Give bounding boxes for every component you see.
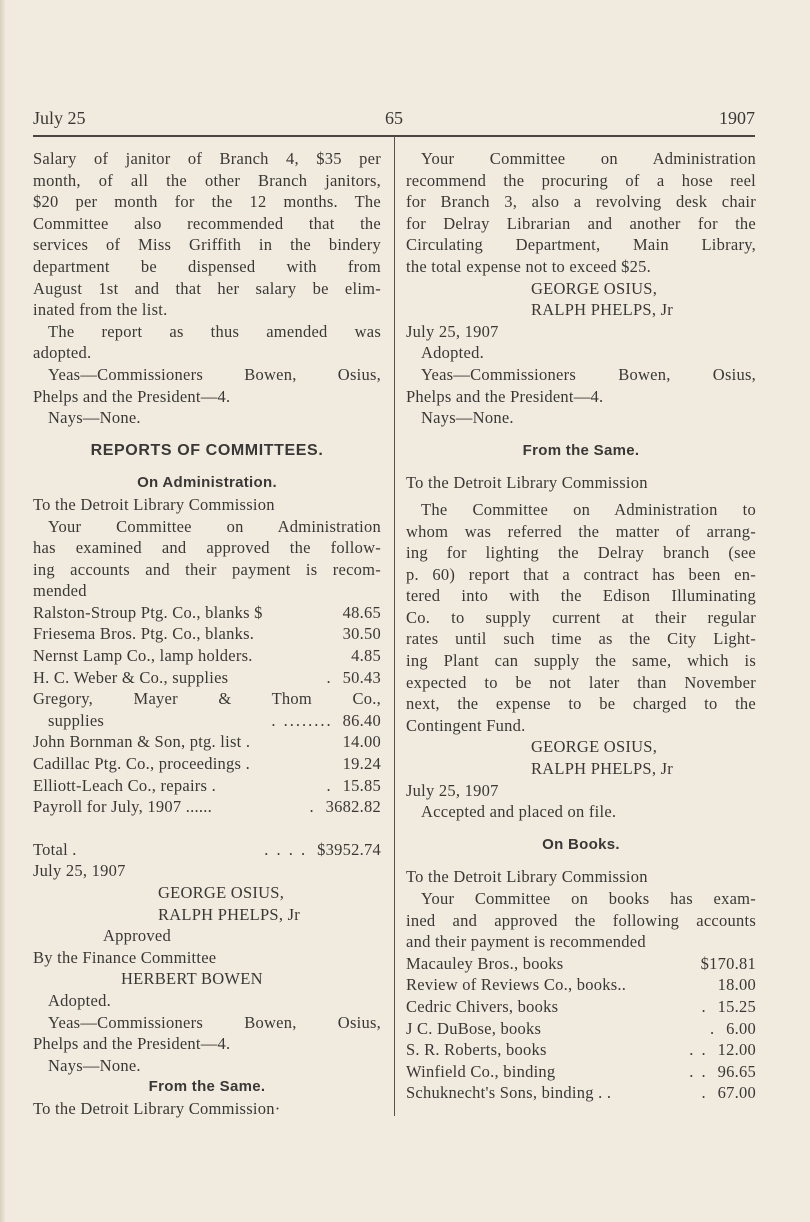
approved-line: Approved [103,926,171,946]
account-amount: 50.43 [342,667,381,687]
total-leader: . . . . [264,839,308,859]
delray-line: expected to be not later than November [406,672,756,692]
account-leader [626,974,717,996]
account-leader: . [701,996,708,1016]
committee-line: ing accounts and their payment is recom- [33,559,381,579]
account-leader: . [309,797,316,817]
report-date: July 25, 1907 [33,861,126,881]
finance-committee-line: By the Finance Committee [33,947,217,967]
account-name: supplies [48,710,105,730]
account-name: Cedric Chivers, books [406,996,559,1016]
account-name: Nernst Lamp Co., lamp holders. [33,646,253,666]
intro-line: department be dispensed with from [33,256,381,276]
signature-name: GEORGE OSIUS, [158,883,285,902]
book-account-row [406,1039,756,1061]
intro-line: Committee also recommended that the [33,213,381,233]
account-row [33,710,381,732]
account-name: Schuknecht's Sons, binding . . [406,1083,612,1103]
intro-line: Salary of janitor of Branch 4, $35 per [33,149,381,168]
delray-line: The Committee on Administration to [421,499,756,519]
account-leader [563,953,700,975]
account-leader: . [326,667,333,687]
account-row [33,731,381,753]
account-amount: 15.25 [717,996,756,1016]
admin-heading: On Administration. [137,474,277,492]
left-column [33,148,381,1120]
report-adopted-line: adopted. [33,343,92,363]
account-name: John Bornman & Son, ptg. list . [33,732,251,752]
signature-name: RALPH PHELPS, Jr [158,904,300,924]
account-name: Ralston-Stroup Ptg. Co., blanks $ [33,602,263,622]
account-row [33,623,381,645]
recommend-line-last: the total expense not to exceed $25. [406,256,651,276]
adopted-line: Adopted. [48,990,111,1010]
account-name: Elliott-Leach Co., repairs . [33,775,216,795]
to-commission-line: To the Detroit Library Commission [406,867,648,887]
account-name: S. R. Roberts, books [406,1040,547,1060]
total-row [33,839,381,861]
account-name: Cadillac Ptg. Co., proceedings . [33,754,250,774]
account-row [33,645,381,667]
account-leader: . . [689,1061,708,1081]
total-amount: $3952.74 [317,839,381,859]
account-amount: 86.40 [342,710,381,730]
delray-line: Co. to supply current at their regular [406,607,756,627]
accepted-line: Accepted and placed on file. [421,802,617,822]
delray-line: next, the expense to be charged to the [406,694,756,714]
yeas-line: Yeas—Commissioners Bowen, Osius, [48,1012,381,1032]
account-amount: 6.00 [726,1018,756,1038]
yeas-line: Phelps and the President—4. [406,386,604,406]
account-leader: . [710,1018,717,1038]
book-account-row [406,953,756,975]
signature-name: GEORGE OSIUS, [531,737,658,757]
account-name: Macauley Bros., books [406,953,564,973]
to-commission-line: To the Detroit Library Commission [33,494,275,514]
book-account-row [406,1082,756,1104]
right-column [406,148,756,1104]
recommend-line: recommend the procuring of a hose reel [406,170,756,190]
adopted-line: Adopted. [421,343,484,363]
report-date: July 25, 1907 [406,780,499,800]
delray-line: whom was referred the matter of arrang- [406,521,756,541]
signature-name: GEORGE OSIUS, [531,278,658,298]
section-heading: REPORTS OF COMMITTEES. [90,441,324,459]
intro-line: month, of all the other Branch janitors, [33,170,381,190]
committee-line-last: mended [33,581,87,601]
recommend-line: Your Committee on Administration [421,149,756,168]
from-same-heading: From the Same. [148,1078,266,1096]
account-name: Winfield Co., binding [406,1061,556,1081]
account-amount: 4.85 [351,646,381,666]
book-account-row [406,974,756,996]
books-heading: On Books. [542,835,620,853]
from-same-heading: From the Same. [522,441,640,459]
intro-line: $20 per month for the 12 months. The [33,192,381,212]
account-amount: 48.65 [342,602,381,622]
recommend-line: for Branch 3, also a revolving desk chair [406,192,756,212]
recommend-line: Circulating Department, Main Library, [406,235,756,255]
account-leader: . [326,775,333,795]
book-account-row [406,1061,756,1083]
intro-line: services of Miss Griffith in the bindery [33,235,381,255]
column-divider [394,136,395,1116]
intro-line-last: inated from the list. [33,300,168,320]
committee-line: has examined and approved the follow- [33,538,381,558]
account-leader [250,753,343,775]
book-account-row [406,996,756,1018]
account-name-line: Gregory, Mayer & Thom Co., [33,689,381,709]
account-name: H. C. Weber & Co., supplies [33,667,229,687]
delray-line: rates until such time as the City Light- [406,629,756,649]
to-commission-line: To the Detroit Library Commission· [33,1098,281,1118]
account-amount: $170.81 [700,953,756,973]
committee-line: Your Committee on Administration [48,516,381,536]
account-leader [253,645,351,667]
page-header [33,108,755,134]
delray-line: tered into with the Edison Illuminating [406,586,756,606]
delray-line-last: Contingent Fund. [406,715,526,735]
account-leader: . [701,1083,708,1103]
account-leader: . ........ [271,710,333,730]
yeas-line: Yeas—Commissioners Bowen, Osius, [48,364,381,384]
account-name: J C. DuBose, books [406,1018,542,1038]
account-row [33,667,381,689]
delray-line: ing Plant can supply the same, which is [406,651,756,671]
report-adopted-line: The report as thus amended was [48,321,381,341]
account-row [33,796,381,818]
signature-name: RALPH PHELPS, Jr [531,300,673,320]
account-amount: 3682.82 [325,797,381,817]
report-date: July 25, 1907 [406,321,499,341]
account-amount: 14.00 [342,732,381,752]
signature-name: HERBERT BOWEN [121,969,263,989]
yeas-line: Phelps and the President—4. [33,386,231,406]
account-amount: 19.24 [342,754,381,774]
account-amount: 18.00 [717,975,756,995]
book-account-row [406,1018,756,1040]
account-row [33,775,381,797]
signature-name: RALPH PHELPS, Jr [531,759,673,779]
yeas-line: Yeas—Commissioners Bowen, Osius, [421,364,756,384]
recommend-line: for Delray Librarian and another for the [406,213,756,233]
books-line: Your Committee on books has exam- [421,889,756,908]
nays-line: Nays—None. [421,408,514,428]
account-name: Review of Reviews Co., books.. [406,975,627,995]
account-amount: 30.50 [342,624,381,644]
yeas-line: Phelps and the President—4. [33,1034,231,1054]
nays-line: Nays—None. [48,1055,141,1075]
account-amount: 12.00 [717,1040,756,1060]
account-amount: 15.85 [342,775,381,795]
to-commission-line: To the Detroit Library Commission [406,473,648,493]
header-year: 1907 [719,108,755,128]
account-amount: 96.65 [717,1061,756,1081]
account-leader: . . [689,1040,708,1060]
account-row [33,602,381,624]
account-leader [254,623,343,645]
account-row [33,753,381,775]
intro-line: August 1st and that her salary be elim- [33,278,381,298]
account-name: Payroll for July, 1907 ...... [33,797,212,817]
books-line-last: and their payment is recommended [406,932,646,952]
account-leader [250,731,342,753]
delray-line: p. 60) report that a contract has been en- [406,564,756,584]
total-label: Total . [33,839,77,859]
nays-line: Nays—None. [48,408,141,428]
delray-line: ing for lighting the Delray branch (see [406,543,756,563]
account-leader [263,602,343,624]
account-name: Friesema Bros. Ptg. Co., blanks. [33,624,255,644]
header-date: July 25 [33,108,86,128]
books-line: ined and approved the following accounts [406,910,756,930]
page-number: 65 [385,108,403,128]
account-amount: 67.00 [717,1083,756,1103]
page-edge-shadow [0,0,6,1222]
